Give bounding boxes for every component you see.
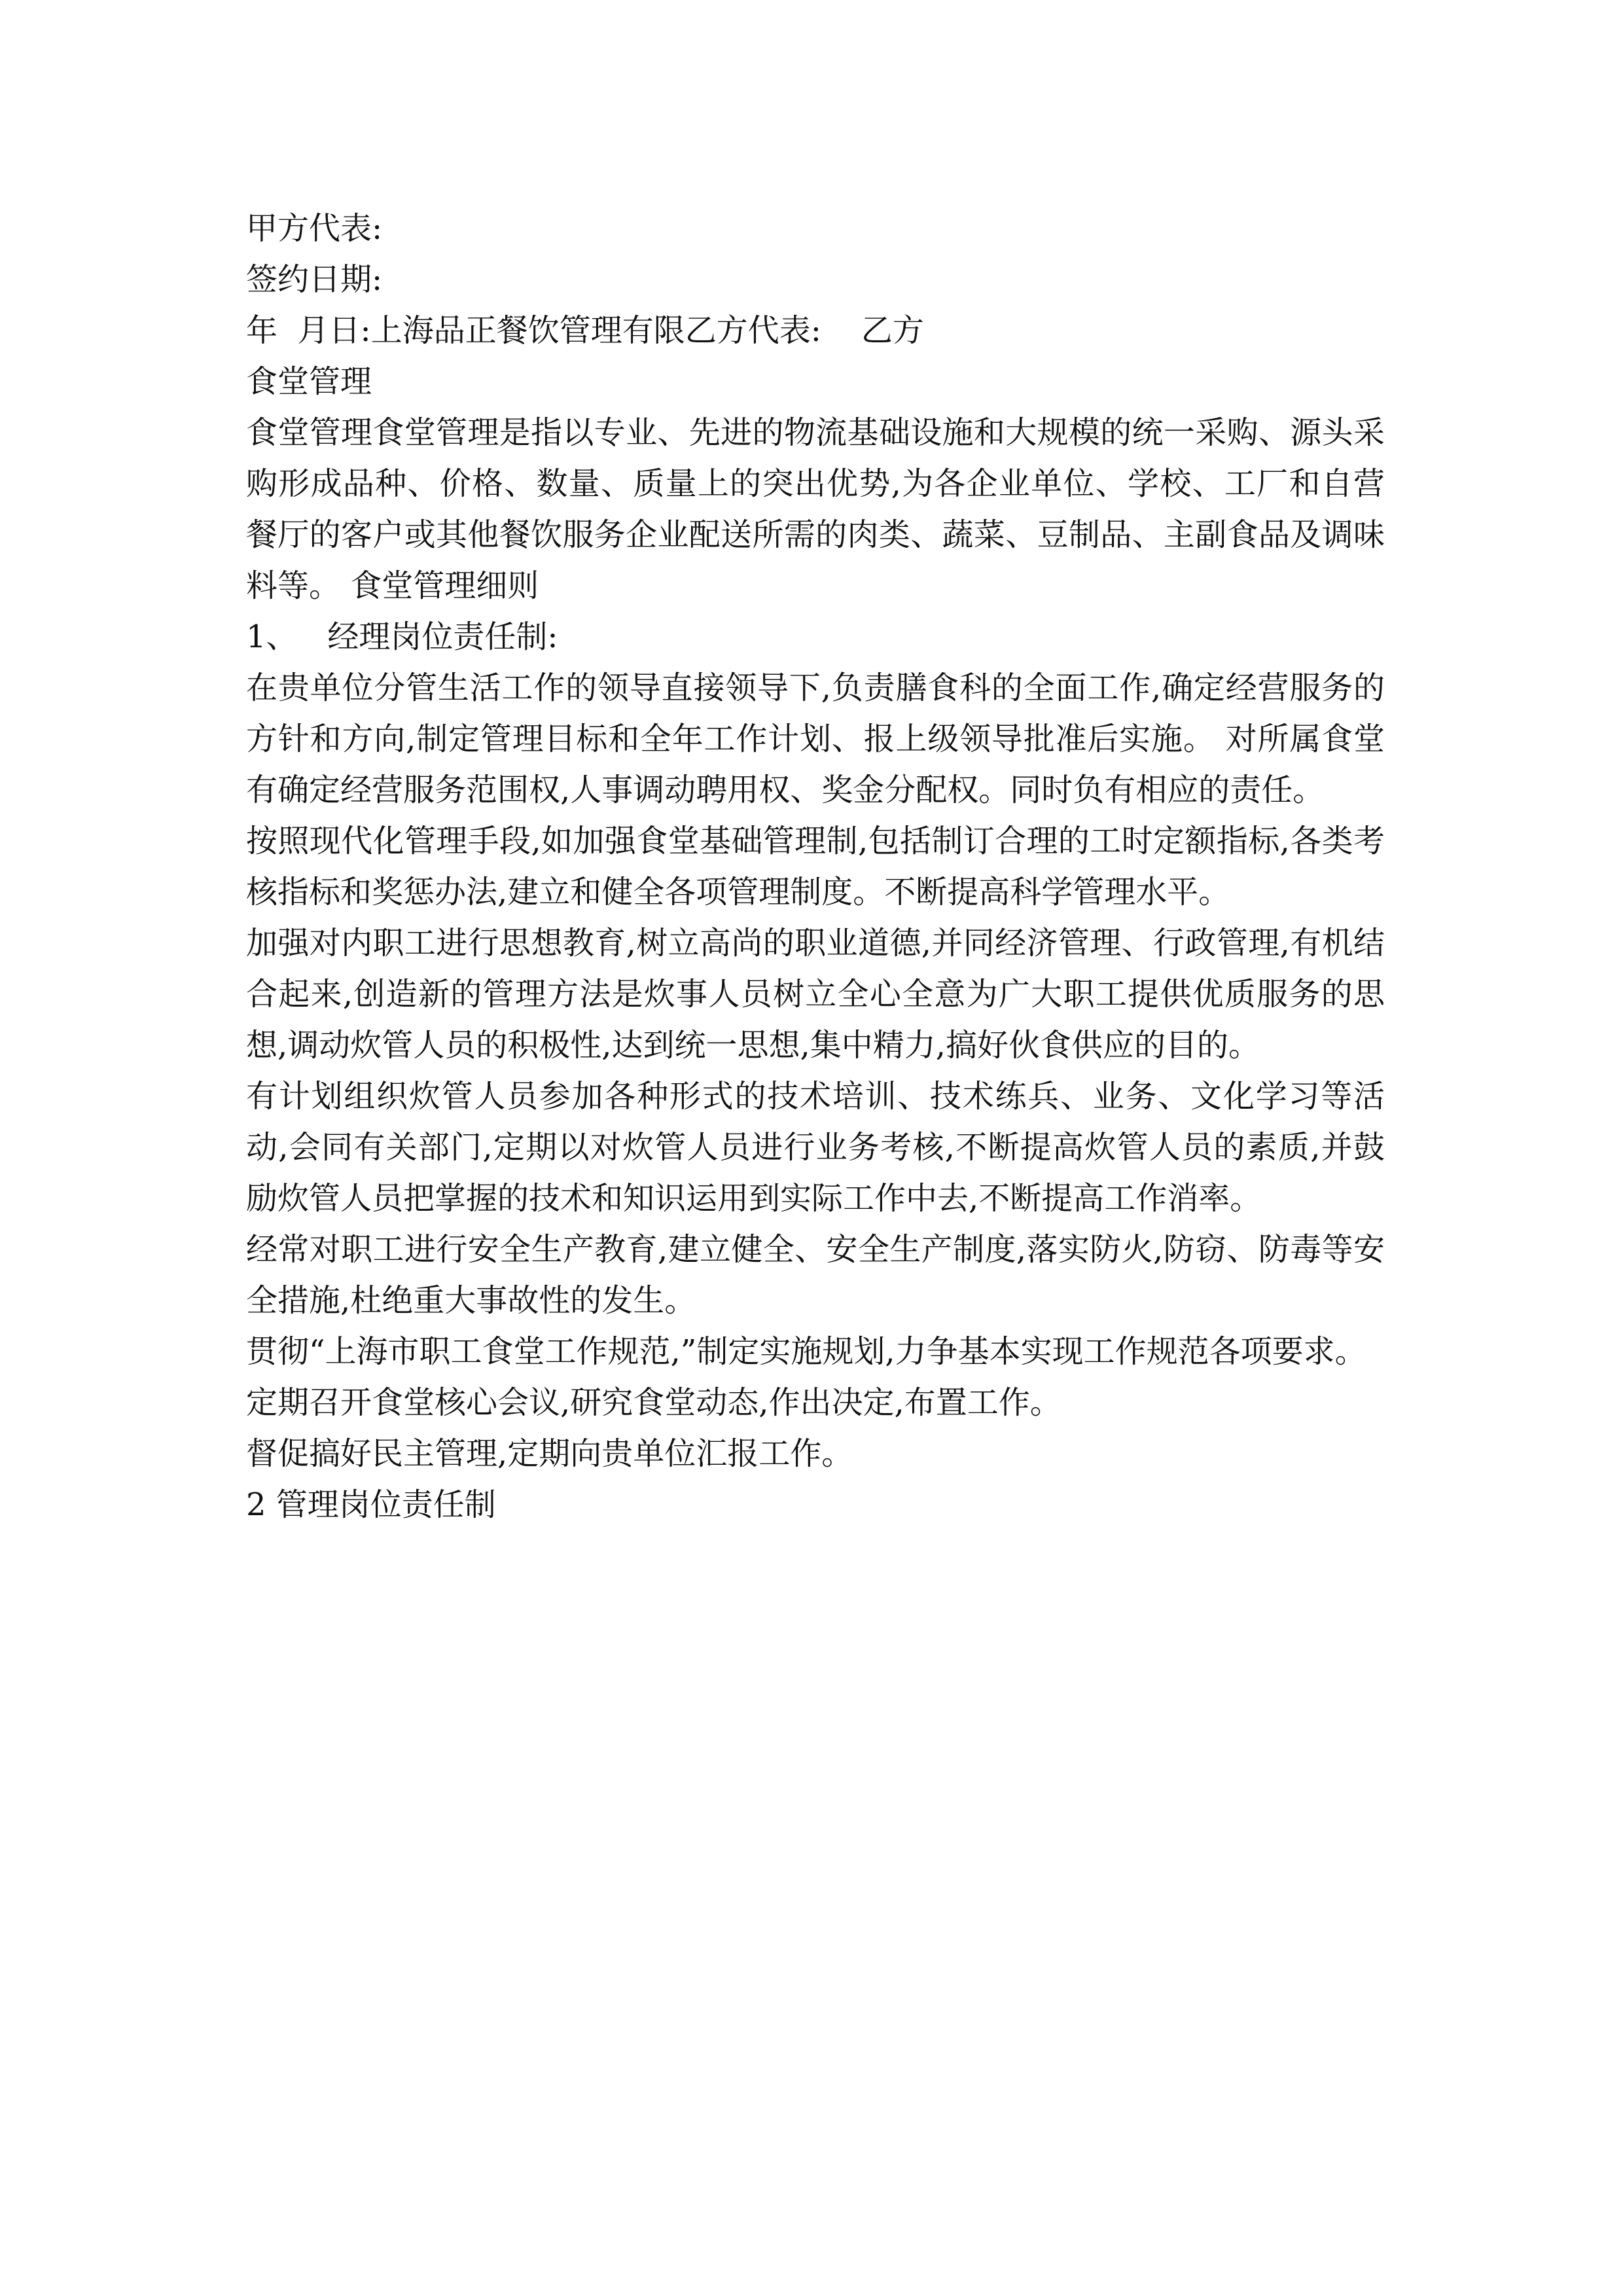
party-a-representative: 甲方代表: xyxy=(246,210,383,247)
section-1-paragraph-6: 贯彻“上海市职工食堂工作规范,”制定实施规划,力争基本实现工作规范各项要求。 xyxy=(246,1333,1366,1370)
section-2-heading: 2 管理岗位责任制 xyxy=(246,1486,496,1523)
section-1-heading: 1、 经理岗位责任制: xyxy=(246,619,558,655)
section-1-paragraph-2: 按照现代化管理手段,如加强食堂基础管理制,包括制订合理的工时定额指标,各类考核指标和奖惩办法,建立和健全各项管理制度。不断提高科学管理水平。 xyxy=(246,823,1385,910)
document-title: 食堂管理 xyxy=(246,363,372,400)
section-1-paragraph-5: 经常对职工进行安全生产教育,建立健全、安全生产制度,落实防火,防窃、防毒等安全措施,杜绝重大事故性的发生。 xyxy=(246,1231,1385,1319)
document-page xyxy=(246,203,1385,1530)
date-and-party-b-line: 年 月日:上海品正餐饮管理有限乙方代表: 乙方 xyxy=(246,312,924,349)
signing-date: 签约日期: xyxy=(246,261,383,298)
section-1-paragraph-8: 督促搞好民主管理,定期向贵单位汇报工作。 xyxy=(246,1435,853,1472)
section-1-paragraph-1: 在贵单位分管生活工作的领导直接领导下,负责膳食科的全面工作,确定经营服务的方针和方向,制定管理目标和全年工作计划、报上级领导批准后实施。 对所属食堂有确定经营服务范围权,人事调动聘用权、奖金分配权。同时负有相应的责任。 xyxy=(246,670,1385,808)
section-1-paragraph-4: 有计划组织炊管人员参加各种形式的技术培训、技术练兵、业务、文化学习等活动,会同有关部门,定期以对炊管人员进行业务考核,不断提高炊管人员的素质,并鼓励炊管人员把掌握的技术和知识运用到实际工作中去,不断提高工作消率。 xyxy=(246,1078,1385,1217)
section-1-paragraph-7: 定期召开食堂核心会议,研究食堂动态,作出决定,布置工作。 xyxy=(246,1384,1061,1421)
intro-paragraph: 食堂管理食堂管理是指以专业、先进的物流基础设施和大规模的统一采购、源头采购形成品种、价格、数量、质量上的突出优势,为各企业单位、学校、工厂和自营餐厅的客户或其他餐饮服务企业配送所需的肉类、蔬菜、豆制品、主副食品及调味料等。 食堂管理细则 xyxy=(246,414,1385,604)
section-1-paragraph-3: 加强对内职工进行思想教育,树立高尚的职业道德,并同经济管理、行政管理,有机结合起来,创造新的管理方法是炊事人员树立全心全意为广大职工提供优质服务的思想,调动炊管人员的积极性,达到统一思想,集中精力,搞好伙食供应的目的。 xyxy=(246,925,1385,1064)
